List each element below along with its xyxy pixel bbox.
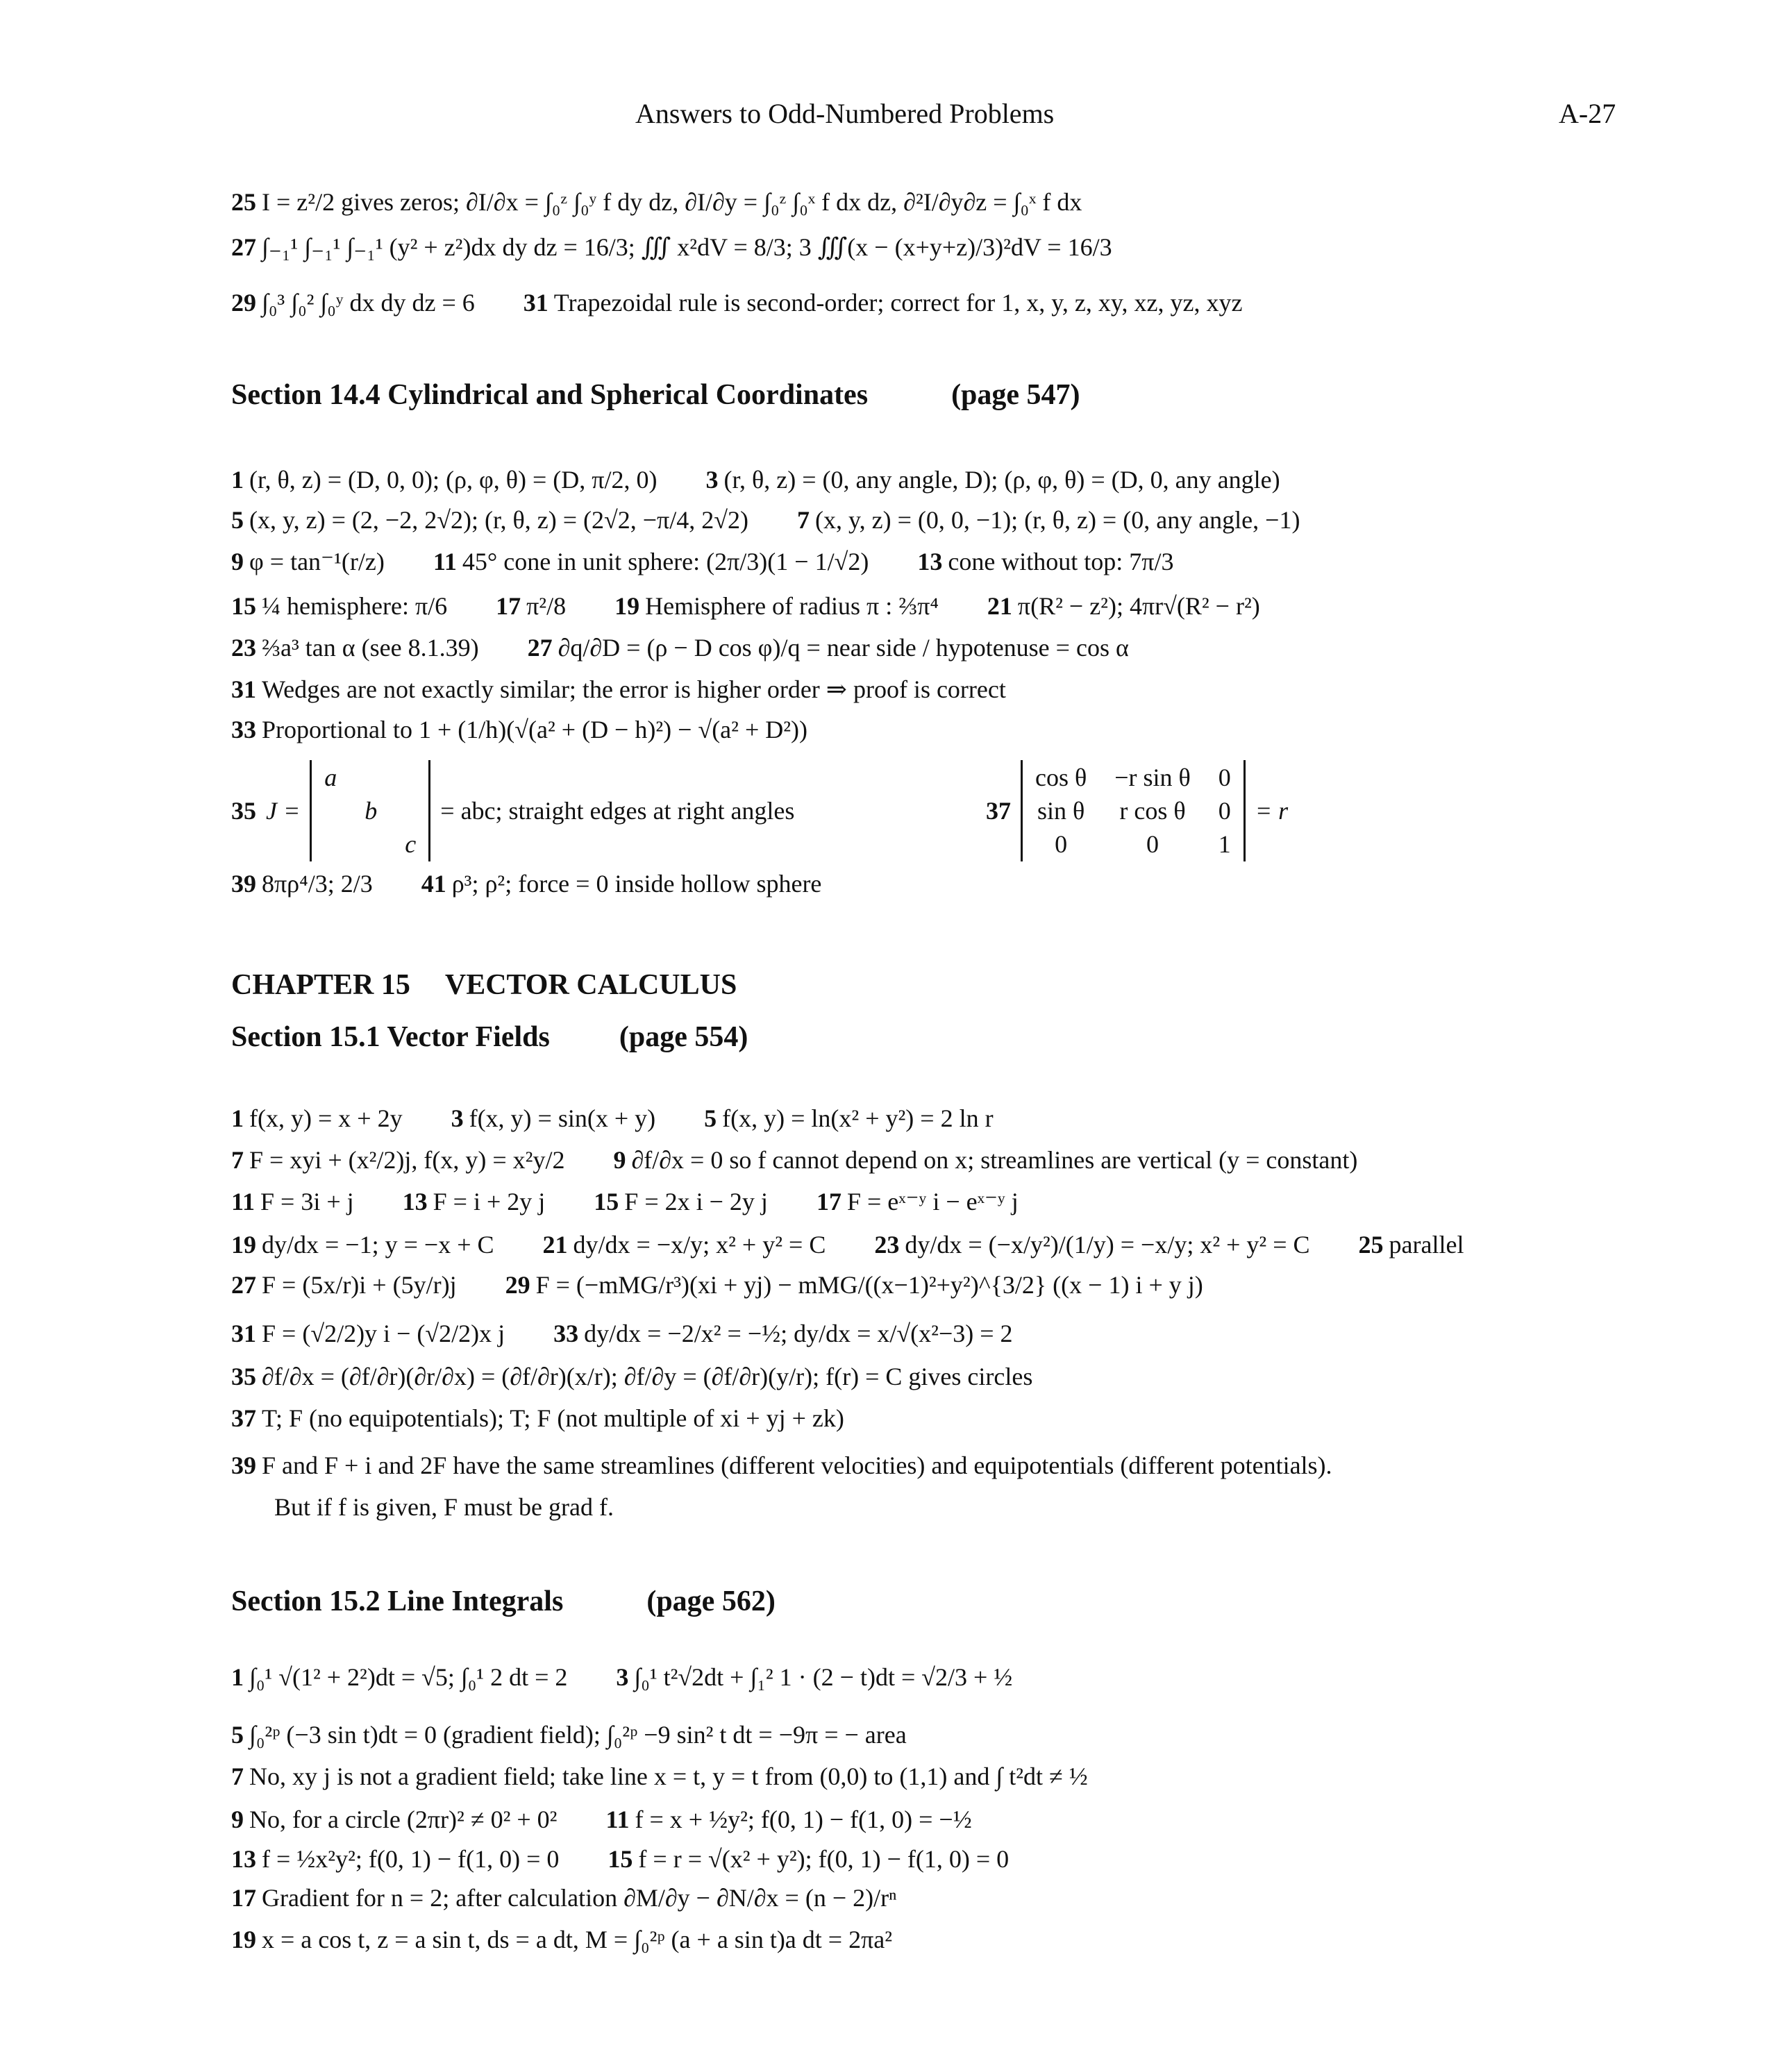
answer-item	[231, 869, 373, 898]
answer-continuation: But if f is given, F must be grad f.	[274, 1493, 614, 1521]
problem-number: 23	[874, 1231, 900, 1259]
problem-number: 17	[816, 1188, 841, 1215]
matrix-cell: r cos θ	[1119, 797, 1186, 825]
answer-line	[231, 675, 1006, 704]
answer-item	[231, 1663, 567, 1692]
matrix-cell: c	[405, 830, 417, 858]
problem-number: 39	[231, 870, 256, 898]
answer-item	[231, 233, 1112, 262]
answer-text: F = (5x/r)i + (5y/r)j	[262, 1271, 457, 1299]
matrix-cell: cos θ	[1035, 764, 1087, 791]
answer-text: F and F + i and 2F have the same streamlines (different velocities) and equipotentials (different potentials).	[262, 1451, 1332, 1479]
section-title: Section 14.4 Cylindrical and Spherical Coordinates	[231, 379, 869, 411]
matrix-cell	[405, 763, 416, 792]
page-number: A-27	[1559, 98, 1616, 129]
problem-number: 9	[231, 548, 244, 575]
problem-number: 27	[231, 1271, 256, 1299]
answer-item	[553, 1319, 1012, 1348]
answer-lhs: J =	[266, 797, 301, 825]
answer-line	[231, 547, 1174, 576]
problem-number: 33	[553, 1320, 579, 1347]
answer-item	[433, 547, 869, 576]
answer-item	[231, 465, 657, 494]
answer-text: dy/dx = −x/y; x² + y² = C	[573, 1231, 826, 1259]
problem-number: 13	[917, 548, 943, 575]
answer-text: x = a cos t, z = a sin t, ds = a dt, M = ∫₀²ᵖ (a + a sin t)a dt = 2πa²	[262, 1926, 893, 1953]
answer-line	[231, 1720, 907, 1749]
problem-number: 15	[608, 1845, 633, 1873]
answer-text: f(x, y) = sin(x + y)	[469, 1104, 656, 1132]
answer-text: (r, θ, z) = (D, 0, 0); (ρ, φ, θ) = (D, π/2, 0)	[249, 466, 658, 494]
answer-text: ∫₀²ᵖ (−3 sin t)dt = 0 (gradient field); ∫₀²ᵖ −9 sin² t dt = −9π = − area	[249, 1721, 907, 1749]
problem-number: 31	[231, 1320, 256, 1347]
problem-number: 15	[231, 592, 256, 620]
answer-text: f = r = √(x² + y²); f(0, 1) − f(1, 0) = 0	[638, 1845, 1010, 1873]
answer-text: f(x, y) = ln(x² + y²) = 2 ln r	[722, 1104, 994, 1132]
answer-text: f(x, y) = x + 2y	[249, 1104, 403, 1132]
matrix-cell	[405, 796, 416, 825]
answer-text: dy/dx = −2/x² = −½; dy/dx = x/√(x²−3) = 2	[584, 1320, 1013, 1347]
answer-line	[231, 1404, 844, 1433]
section-heading-15-1	[231, 1020, 748, 1054]
answer-text: = abc; straight edges at right angles	[440, 797, 795, 825]
answer-text: 8πρ⁴/3; 2/3	[262, 870, 373, 898]
answer-text: ⅔a³ tan α (see 8.1.39)	[262, 634, 479, 662]
problem-number: 5	[704, 1104, 717, 1132]
answer-text: 45° cone in unit sphere: (2π/3)(1 − 1/√2)	[462, 548, 869, 575]
section-title: Section 15.1 Vector Fields	[231, 1021, 550, 1053]
answer-item	[231, 1805, 557, 1834]
matrix-cell: 1	[1218, 830, 1231, 858]
section-title: Section 15.2 Line Integrals	[231, 1585, 564, 1617]
answer-text: Trapezoidal rule is second-order; correct for 1, x, y, z, xy, xz, yz, xyz	[553, 289, 1243, 317]
problem-number: 3	[451, 1104, 464, 1132]
answer-item	[231, 633, 479, 662]
problem-number: 1	[231, 466, 244, 494]
problem-number: 7	[231, 1762, 244, 1790]
answer-text: ¼ hemisphere: π/6	[262, 592, 448, 620]
answer-item	[231, 547, 385, 576]
problem-number: 7	[231, 1146, 244, 1174]
problem-number: 1	[231, 1663, 244, 1691]
answer-line	[231, 1230, 1464, 1259]
answer-item	[817, 1187, 1019, 1216]
problem-number: 41	[421, 870, 446, 898]
answer-line	[231, 869, 821, 898]
answer-item	[608, 1844, 1009, 1874]
problem-number: 31	[523, 289, 549, 317]
answer-item	[917, 547, 1173, 576]
answer-text: = r	[1255, 797, 1289, 825]
answer-35	[231, 760, 794, 861]
answer-line	[231, 1451, 1332, 1480]
problem-number: 37	[231, 1404, 256, 1432]
answer-line	[231, 505, 1300, 535]
answer-text: Wedges are not exactly similar; the error is higher order ⇒ proof is correct	[262, 675, 1006, 703]
answer-text: f = ½x²y²; f(0, 1) − f(1, 0) = 0	[262, 1845, 560, 1873]
answer-text: π²/8	[526, 592, 567, 620]
problem-number: 25	[1358, 1231, 1384, 1259]
answer-item	[874, 1230, 1309, 1259]
answer-item	[605, 1805, 971, 1834]
problem-number: 15	[594, 1188, 619, 1215]
answer-item	[231, 675, 1006, 704]
jacobian-determinant	[310, 760, 430, 861]
problem-number: 37	[986, 797, 1011, 825]
answer-line	[231, 1925, 892, 1954]
answer-item	[231, 1883, 896, 1912]
answer-item	[231, 1230, 494, 1259]
answer-text: (r, θ, z) = (0, any angle, D); (ρ, φ, θ) = (D, 0, any angle)	[723, 466, 1280, 494]
answer-text: ∫₀¹ t²√2dt + ∫₁² 1 · (2 − t)dt = √2/3 + ½	[634, 1663, 1013, 1691]
answer-line	[231, 465, 1280, 494]
answer-line	[231, 1805, 972, 1834]
answer-text: Proportional to 1 + (1/h)(√(a² + (D − h)²) − √(a² + D²))	[262, 716, 808, 743]
answer-item	[231, 187, 1082, 217]
answer-line	[231, 633, 1129, 662]
problem-number: 21	[542, 1231, 568, 1259]
problem-number: 35	[231, 797, 256, 825]
answer-text: I = z²/2 gives zeros; ∂I/∂x = ∫₀ᶻ ∫₀ʸ f dy dz, ∂I/∂y = ∫₀ᶻ ∫₀ˣ f dx dz, ∂²I/∂y∂z = ∫₀ˣ f dx	[262, 188, 1082, 216]
answer-line	[231, 1762, 1088, 1791]
answer-37	[986, 760, 1288, 861]
answer-text: F = xyi + (x²/2)j, f(x, y) = x²y/2	[249, 1146, 565, 1174]
answer-item	[616, 1663, 1012, 1692]
answer-item	[496, 591, 566, 621]
answer-item	[797, 505, 1300, 535]
answer-text: φ = tan⁻¹(r/z)	[249, 548, 385, 575]
problem-number: 29	[505, 1271, 530, 1299]
answer-text: (x, y, z) = (0, 0, −1); (r, θ, z) = (0, any angle, −1)	[814, 506, 1300, 534]
section-heading-15-2	[231, 1585, 776, 1618]
answer-line	[231, 1270, 1203, 1299]
answer-text: F = eˣ⁻ʸ i − eˣ⁻ʸ j	[846, 1188, 1019, 1215]
matrix-cell: 0	[1218, 764, 1231, 791]
matrix-cell: 0	[1218, 797, 1231, 825]
problem-number: 35	[231, 1363, 256, 1390]
problem-number: 9	[613, 1146, 626, 1174]
answer-text: f = x + ½y²; f(0, 1) − f(1, 0) = −½	[635, 1806, 972, 1833]
answer-text: F = (−mMG/r³)(xi + yj) − mMG/((x−1)²+y²)^{3/2} ((x − 1) i + y j)	[535, 1271, 1203, 1299]
answer-item	[613, 1145, 1357, 1175]
problem-number: 19	[614, 592, 640, 620]
answer-text: F = 3i + j	[260, 1188, 354, 1215]
answer-item	[231, 1404, 844, 1433]
answer-item	[614, 591, 939, 621]
problem-number: 9	[231, 1806, 244, 1833]
answer-line	[231, 1883, 896, 1912]
answer-text: F = (√2/2)y i − (√2/2)x j	[262, 1320, 505, 1347]
matrix-cell	[324, 796, 337, 825]
answer-text: π(R² − z²); 4πr√(R² − r²)	[1017, 592, 1260, 620]
problem-number: 27	[231, 233, 256, 261]
answer-text: Hemisphere of radius π : ⅔π⁴	[645, 592, 939, 620]
answer-item	[231, 1451, 1332, 1480]
problem-number: 31	[231, 675, 256, 703]
answer-item	[231, 1762, 1088, 1791]
answer-text: T; F (no equipotentials); T; F (not multiple of xi + yj + zk)	[262, 1404, 844, 1432]
problem-number: 13	[231, 1845, 256, 1873]
problem-number: 11	[605, 1806, 630, 1833]
answer-line	[231, 1362, 1032, 1391]
answer-item	[231, 1362, 1032, 1391]
matrix-cell: a	[324, 764, 337, 791]
answer-text: dy/dx = −1; y = −x + C	[262, 1231, 494, 1259]
answer-item	[231, 1104, 403, 1133]
problem-number: 17	[231, 1884, 256, 1912]
answer-item	[403, 1187, 546, 1216]
answer-item	[231, 505, 748, 535]
problem-number: 25	[231, 188, 256, 216]
answer-line	[231, 591, 1260, 621]
problem-number: 17	[496, 592, 521, 620]
answer-text: (x, y, z) = (2, −2, 2√2); (r, θ, z) = (2√2, −π/4, 2√2)	[249, 506, 748, 534]
answer-item	[231, 591, 447, 621]
answer-item	[231, 288, 475, 317]
answer-text: ∫₋₁¹ ∫₋₁¹ ∫₋₁¹ (y² + z²)dx dy dz = 16/3; ∭ x²dV = 8/3; 3 ∭(x − (x+y+z)/3)²dV = 16/3	[262, 233, 1112, 261]
answer-text: ∂q/∂D = (ρ − D cos φ)/q = near side / hypotenuse = cos α	[558, 634, 1129, 662]
problem-number: 3	[705, 466, 719, 494]
problem-number: 11	[433, 548, 457, 575]
problem-number: 39	[231, 1451, 256, 1479]
answer-item	[1359, 1230, 1464, 1259]
answer-item	[528, 633, 1129, 662]
answer-item	[231, 1187, 354, 1216]
answer-line	[231, 1663, 1012, 1692]
answer-item	[421, 869, 822, 898]
answer-item	[231, 1319, 505, 1348]
section-page-ref: (page 547)	[951, 379, 1080, 411]
matrix-cell: 0	[1055, 830, 1068, 858]
answer-item	[705, 465, 1280, 494]
matrix-cell	[365, 830, 377, 859]
answer-text: ∫₀³ ∫₀² ∫₀ʸ dx dy dz = 6	[262, 289, 475, 317]
answer-text: ρ³; ρ²; force = 0 inside hollow sphere	[451, 870, 822, 898]
answer-text: F = 2x i − 2y j	[624, 1188, 768, 1215]
answer-line	[231, 1319, 1013, 1348]
answer-item	[594, 1187, 768, 1216]
answer-text: ∂f/∂x = 0 so f cannot depend on x; streamlines are vertical (y = constant)	[631, 1146, 1358, 1174]
matrix-cell	[365, 763, 377, 792]
problem-number: 33	[231, 716, 256, 743]
problem-number: 3	[616, 1663, 629, 1691]
problem-number: 23	[231, 634, 256, 662]
problem-number: 5	[231, 506, 244, 534]
answer-item	[231, 1720, 907, 1749]
answer-line	[231, 187, 1082, 217]
problem-number: 1	[231, 1104, 244, 1132]
answer-item	[231, 1844, 559, 1874]
chapter-title: VECTOR CALCULUS	[444, 969, 737, 1001]
answer-line	[231, 1104, 994, 1133]
problem-number: 13	[402, 1188, 428, 1215]
jacobian-determinant	[1021, 760, 1246, 861]
answer-text: No, xy j is not a gradient field; take line x = t, y = t from (0,0) to (1,1) and ∫ t²dt ≠ ½	[249, 1762, 1088, 1790]
answer-line	[231, 1187, 1019, 1216]
matrix-cell	[324, 830, 337, 859]
answer-text: cone without top: 7π/3	[948, 548, 1174, 575]
answer-item	[704, 1104, 993, 1133]
answer-line	[231, 715, 807, 744]
running-header-title: Answers to Odd-Numbered Problems	[635, 98, 1055, 129]
answer-item	[505, 1270, 1203, 1299]
matrix-cell: −r sin θ	[1114, 764, 1191, 791]
answer-item	[451, 1104, 656, 1133]
problem-number: 27	[527, 634, 553, 662]
answer-text: Gradient for n = 2; after calculation ∂M/∂y − ∂N/∂x = (n − 2)/rⁿ	[262, 1884, 897, 1912]
answer-text: dy/dx = (−x/y²)/(1/y) = −x/y; x² + y² = C	[905, 1231, 1310, 1259]
answer-text: No, for a circle (2πr)² ≠ 0² + 0²	[249, 1806, 558, 1833]
answer-text: ∂f/∂x = (∂f/∂r)(∂r/∂x) = (∂f/∂r)(x/r); ∂f/∂y = (∂f/∂r)(y/r); f(r) = C gives circles	[262, 1363, 1033, 1390]
answer-item	[231, 715, 807, 744]
answer-item	[987, 591, 1260, 621]
answer-text: ∫₀¹ √(1² + 2²)dt = √5; ∫₀¹ 2 dt = 2	[249, 1663, 568, 1691]
chapter-label: CHAPTER 15	[231, 969, 410, 1001]
problem-number: 19	[231, 1926, 256, 1953]
answer-text: parallel	[1389, 1231, 1464, 1259]
answer-item	[524, 288, 1243, 317]
problem-number: 29	[231, 289, 256, 317]
chapter-heading	[231, 968, 737, 1002]
answer-line	[231, 1844, 1009, 1874]
section-page-ref: (page 554)	[619, 1021, 748, 1053]
problem-number: 21	[987, 592, 1012, 620]
section-heading-14-4	[231, 378, 1080, 412]
problem-number: 19	[231, 1231, 256, 1259]
answer-item	[231, 1145, 564, 1175]
answer-text: F = i + 2y j	[433, 1188, 546, 1215]
problem-number: 7	[796, 506, 810, 534]
answer-item	[231, 1270, 457, 1299]
matrix-cell: sin θ	[1037, 797, 1085, 825]
problem-number: 5	[231, 1721, 244, 1749]
matrix-cell: b	[365, 797, 378, 825]
answer-line	[231, 233, 1112, 262]
problem-number: 11	[231, 1188, 256, 1215]
answer-item	[543, 1230, 826, 1259]
section-page-ref: (page 562)	[646, 1585, 776, 1617]
answer-item	[231, 1925, 892, 1954]
answer-line	[231, 288, 1242, 317]
answer-line	[231, 1145, 1357, 1175]
matrix-cell: 0	[1146, 830, 1159, 858]
